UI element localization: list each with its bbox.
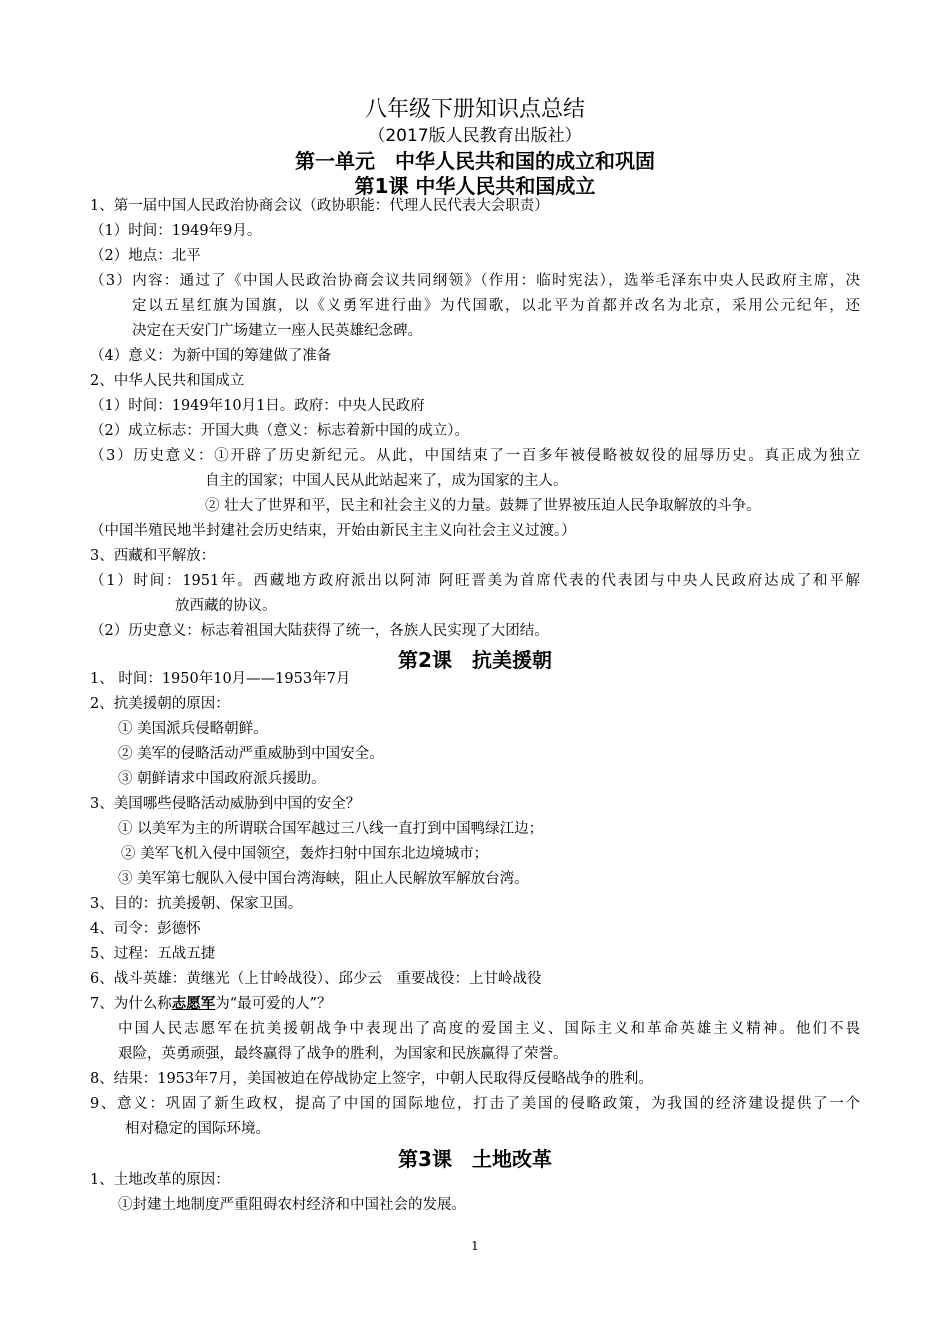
text-line: （4）意义：为新中国的筹建做了准备 <box>90 348 332 364</box>
text-line: 艰险，英勇顽强，最终赢得了战争的胜利，为国家和民族赢得了荣誉。 <box>118 1046 568 1062</box>
text-line-q7 <box>90 994 332 1014</box>
text-line: （3）历史意义：①开辟了历史新纪元。从此，中国结束了一百多年被侵略被奴役的屈辱历史。真正成为独立 <box>90 448 860 464</box>
text-line: ② 美军的侵略活动严重威胁到中国安全。 <box>118 746 384 762</box>
page-number: 1 <box>471 1239 479 1253</box>
text-line: 1、第一届中国人民政治协商会议（政协职能：代理人民代表大会职责） <box>90 198 549 214</box>
text-line: 9、意义：巩固了新生政权，提高了中国的国际地位，打击了美国的侵略政策，为我国的经济建设提供了一个 <box>90 1096 860 1112</box>
text-line: ①封建土地制度严重阻碍农村经济和中国社会的发展。 <box>118 1197 466 1213</box>
text-line: 相对稳定的国际环境。 <box>125 1121 270 1137</box>
text-line: ② 美军飞机入侵中国领空，轰炸扫射中国东北边境城市； <box>121 846 489 862</box>
text-line: ③ 美军第七舰队入侵中国台湾海峡，阻止人民解放军解放台湾。 <box>118 871 529 887</box>
text-line: ② 壮大了世界和平，民主和社会主义的力量。鼓舞了世界被压迫人民争取解放的斗争。 <box>205 498 761 514</box>
text-line: （1）时间：1949年10月1日。政府：中央人民政府 <box>90 398 425 414</box>
text-line: 1、 时间：1950年10月——1953年7月 <box>90 671 351 687</box>
lesson3-heading: 第3课 土地改革 <box>398 1147 552 1171</box>
text-line: 3、美国哪些侵略活动威胁到中国的安全？ <box>90 796 361 812</box>
text-line: 放西藏的协议。 <box>175 598 277 614</box>
document-subtitle: （2017版人民教育出版社） <box>368 126 582 146</box>
text-line: 8、结果：1953年7月，美国被迫在停战协定上签字，中朝人民取得反侵略战争的胜利。 <box>90 1071 653 1087</box>
text-line: （2）成立标志：开国大典（意义：标志着新中国的成立）。 <box>90 423 469 439</box>
text-line: 决定在天安门广场建立一座人民英雄纪念碑。 <box>132 323 422 339</box>
text-line: 3、西藏和平解放： <box>90 548 216 564</box>
text-line: 6、战斗英雄：黄继光（上甘岭战役）、邱少云 重要战役：上甘岭战役 <box>90 971 542 987</box>
q7-suffix: 为“最可爱的人”？ <box>215 996 332 1012</box>
text-line: 2、抗美援朝的原因： <box>90 696 230 712</box>
text-line: （中国半殖民地半封建社会历史结束，开始由新民主主义向社会主义过渡。） <box>90 523 576 539</box>
text-line: （1）时间：1949年9月。 <box>90 223 262 239</box>
text-line: 自主的国家；中国人民从此站起来了，成为国家的主人。 <box>205 473 568 489</box>
text-line: （1）时间：1951年。西藏地方政府派出以阿沛 阿旺晋美为首席代表的代表团与中央人民政府达成了和平解 <box>90 573 860 589</box>
text-line: 2、中华人民共和国成立 <box>90 373 245 389</box>
q7-emphasis: 志愿军 <box>171 995 216 1012</box>
text-line: 1、土地改革的原因： <box>90 1172 230 1188</box>
text-line: 5、过程：五战五捷 <box>90 946 216 962</box>
lesson2-heading: 第2课 抗美援朝 <box>398 648 552 672</box>
unit-heading: 第一单元 中华人民共和国的成立和巩固 <box>295 149 655 173</box>
text-line: ③ 朝鲜请求中国政府派兵援助。 <box>118 771 326 787</box>
text-line: ① 以美军为主的所谓联合国军越过三八线一直打到中国鸭绿江边； <box>118 821 544 837</box>
text-line: （2）历史意义：标志着祖国大陆获得了统一，各族人民实现了大团结。 <box>90 623 549 639</box>
text-line: ① 美国派兵侵略朝鲜。 <box>118 721 268 737</box>
text-line: 中国人民志愿军在抗美援朝战争中表现出了高度的爱国主义、国际主义和革命英雄主义精神。他们不畏 <box>118 1021 860 1037</box>
lesson1-heading: 第1课 中华人民共和国成立 <box>354 174 596 198</box>
text-line: 3、目的：抗美援朝、保家卫国。 <box>90 896 303 912</box>
text-line: 4、司令：彭德怀 <box>90 921 201 937</box>
text-line: （3）内容：通过了《中国人民政治协商会议共同纲领》（作用：临时宪法），选举毛泽东中央人民政府主席，决 <box>90 273 860 289</box>
document-title: 八年级下册知识点总结 <box>364 97 585 122</box>
text-line: 定以五星红旗为国旗，以《义勇军进行曲》为代国歌，以北平为首都并改名为北京，采用公元纪年，还 <box>132 298 860 314</box>
text-line: （2）地点：北平 <box>90 248 201 264</box>
q7-prefix: 7、为什么称 <box>90 996 172 1012</box>
